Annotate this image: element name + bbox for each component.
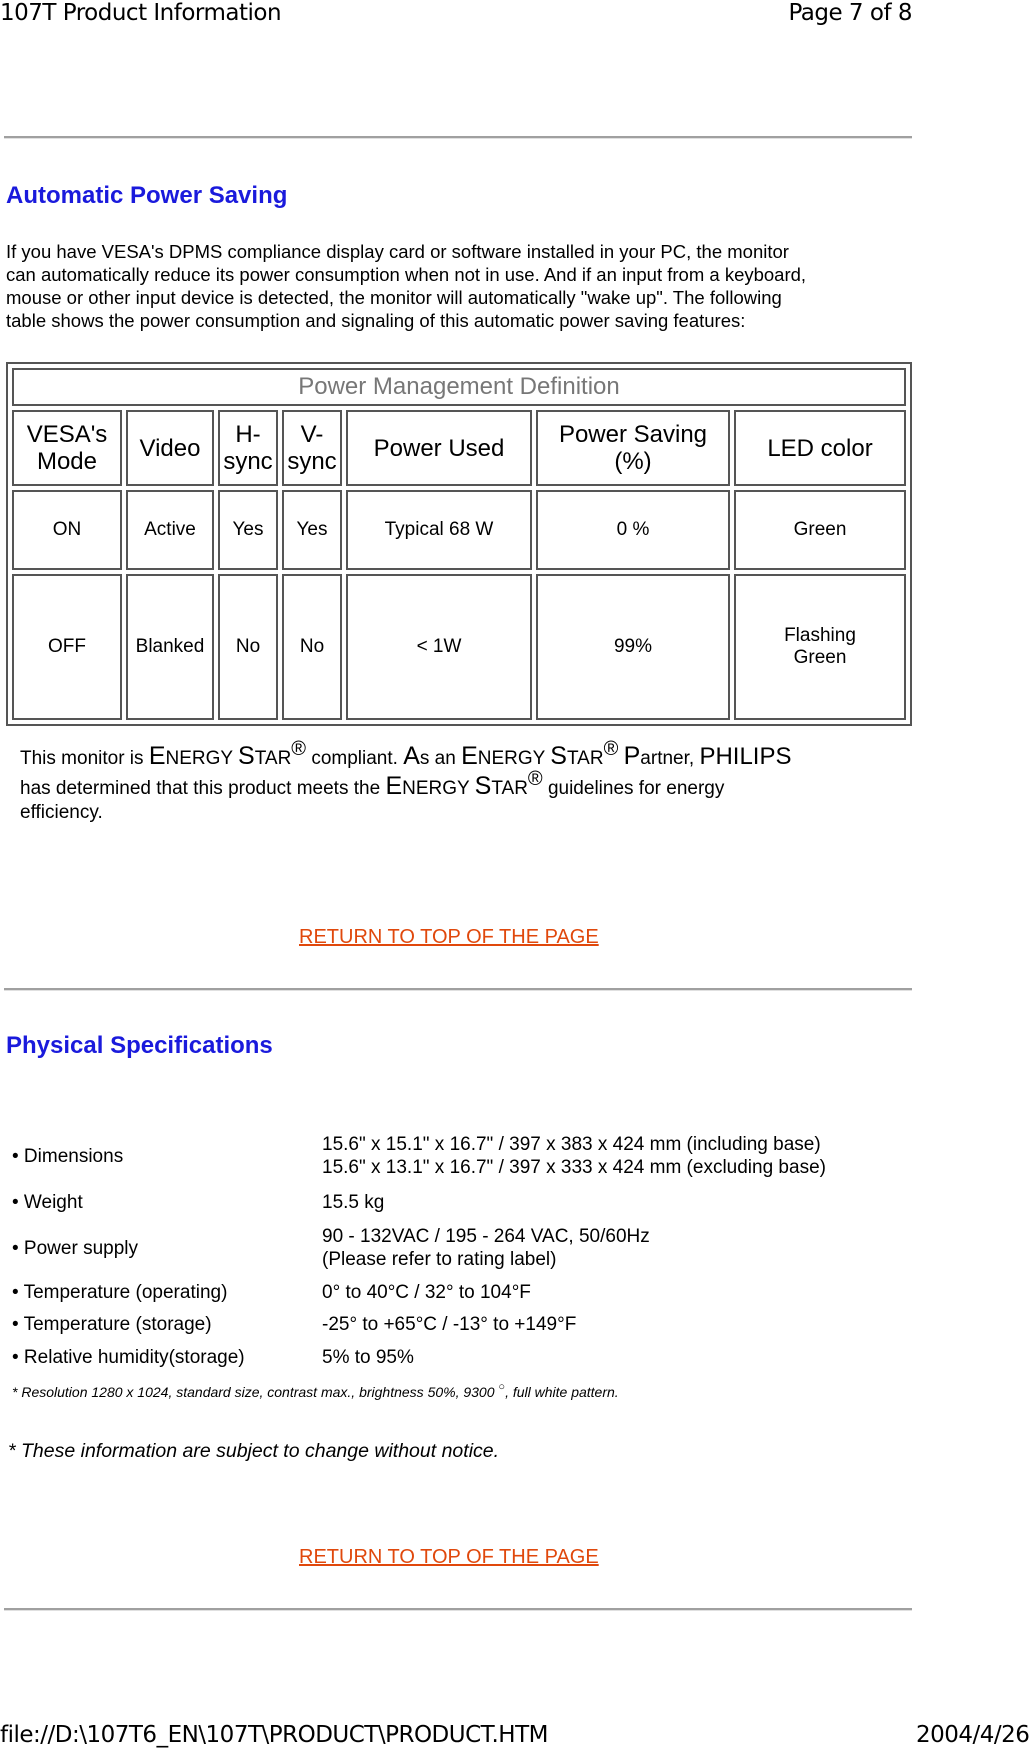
energy-line-2: has determined that this product meets the ENERGY STAR® guidelines for energy [20,768,725,800]
spec-label: • Relative humidity(storage) [12,1346,245,1368]
file-path: file://D:\107T6_EN\107T\PRODUCT\PRODUCT.HTM [0,1722,548,1748]
table-cell: Green [734,490,906,570]
table-cell: 99% [536,574,730,720]
column-header: H-sync [218,410,278,486]
spec-row [8,1220,830,1276]
table-cell: No [282,574,342,720]
horizontal-rule [4,988,912,991]
horizontal-rule [4,136,912,139]
column-header: LED color [734,410,906,486]
spec-row [8,1276,830,1308]
column-header: Power Saving (%) [536,410,730,486]
energy-line-1: This monitor is ENERGY STAR® compliant. As an ENERGY STAR® Partner, PHILIPS [20,738,792,770]
table-cell: Blanked [126,574,214,720]
table-cell: Flashing Green [734,574,906,720]
physical-specs-title: Physical Specifications [6,1032,273,1059]
spec-row [8,1308,830,1340]
spec-label: • Weight [12,1191,83,1213]
spec-value: 5% to 95% [322,1346,414,1368]
table-row [12,490,906,570]
intro-line: mouse or other input device is detected, the monitor will automatically "wake up". The following [6,287,782,308]
spec-label: • Power supply [12,1237,138,1259]
spec-value: 15.5 kg [322,1191,385,1213]
spec-value: 15.6" x 15.1" x 16.7" / 397 x 383 x 424 mm (including base) 15.6" x 13.1" x 16.7" / 397 x 333 x 424 mm (excluding base) [322,1134,826,1178]
column-header: V-sync [282,410,342,486]
intro-line: table shows the power consumption and signaling of this automatic power saving features: [6,310,746,331]
return-to-top-link[interactable]: RETURN TO TOP OF THE PAGE [299,926,599,948]
resolution-note: * Resolution 1280 x 1024, standard size, contrast max., brightness 50%, 9300 ○, full white pattern. [12,1381,619,1400]
philips-brand: PHILIPS [699,743,792,770]
table-cell: 0 % [536,490,730,570]
column-header: Power Used [346,410,532,486]
spec-row [8,1340,830,1374]
change-notice: * These information are subject to change without notice. [8,1440,500,1462]
table-cell: Yes [282,490,342,570]
spec-value: -25° to +65°C / -13° to +149°F [322,1313,577,1335]
intro-line: If you have VESA's DPMS compliance display card or software installed in your PC, the monitor [6,241,789,262]
spec-label: • Dimensions [12,1145,124,1167]
spec-value: 90 - 132VAC / 195 - 264 VAC, 50/60Hz (Please refer to rating label) [322,1226,650,1270]
horizontal-rule [4,1608,912,1611]
spec-value: 0° to 40°C / 32° to 104°F [322,1281,531,1303]
column-header: Video [126,410,214,486]
column-header: VESA's Mode [12,410,122,486]
return-to-top-link[interactable]: RETURN TO TOP OF THE PAGE [299,1546,599,1568]
spec-label: • Temperature (operating) [12,1281,228,1303]
page-number: Page 7 of 8 [788,0,912,26]
intro-line: can automatically reduce its power consumption when not in use. And if an input from a keyboard, [6,264,807,285]
energy-star-statement [20,738,820,824]
table-row [12,574,906,720]
spec-label: • Temperature (storage) [12,1313,212,1335]
table-cell: Active [126,490,214,570]
print-date: 2004/4/26 [916,1722,1029,1748]
power-saving-intro [6,240,906,332]
power-management-table [6,362,912,726]
power-saving-title: Automatic Power Saving [6,182,288,209]
spec-row [8,1184,830,1220]
table-cell: Typical 68 W [346,490,532,570]
energy-line-3: efficiency. [20,802,103,823]
table-header-row [12,410,906,486]
table-cell: Yes [218,490,278,570]
table-caption: Power Management Definition [12,368,906,406]
table-cell: OFF [12,574,122,720]
physical-specs-table [8,1128,830,1374]
table-cell: No [218,574,278,720]
table-cell: ON [12,490,122,570]
table-cell: < 1W [346,574,532,720]
spec-row [8,1128,830,1184]
document-title: 107T Product Information [0,0,282,26]
